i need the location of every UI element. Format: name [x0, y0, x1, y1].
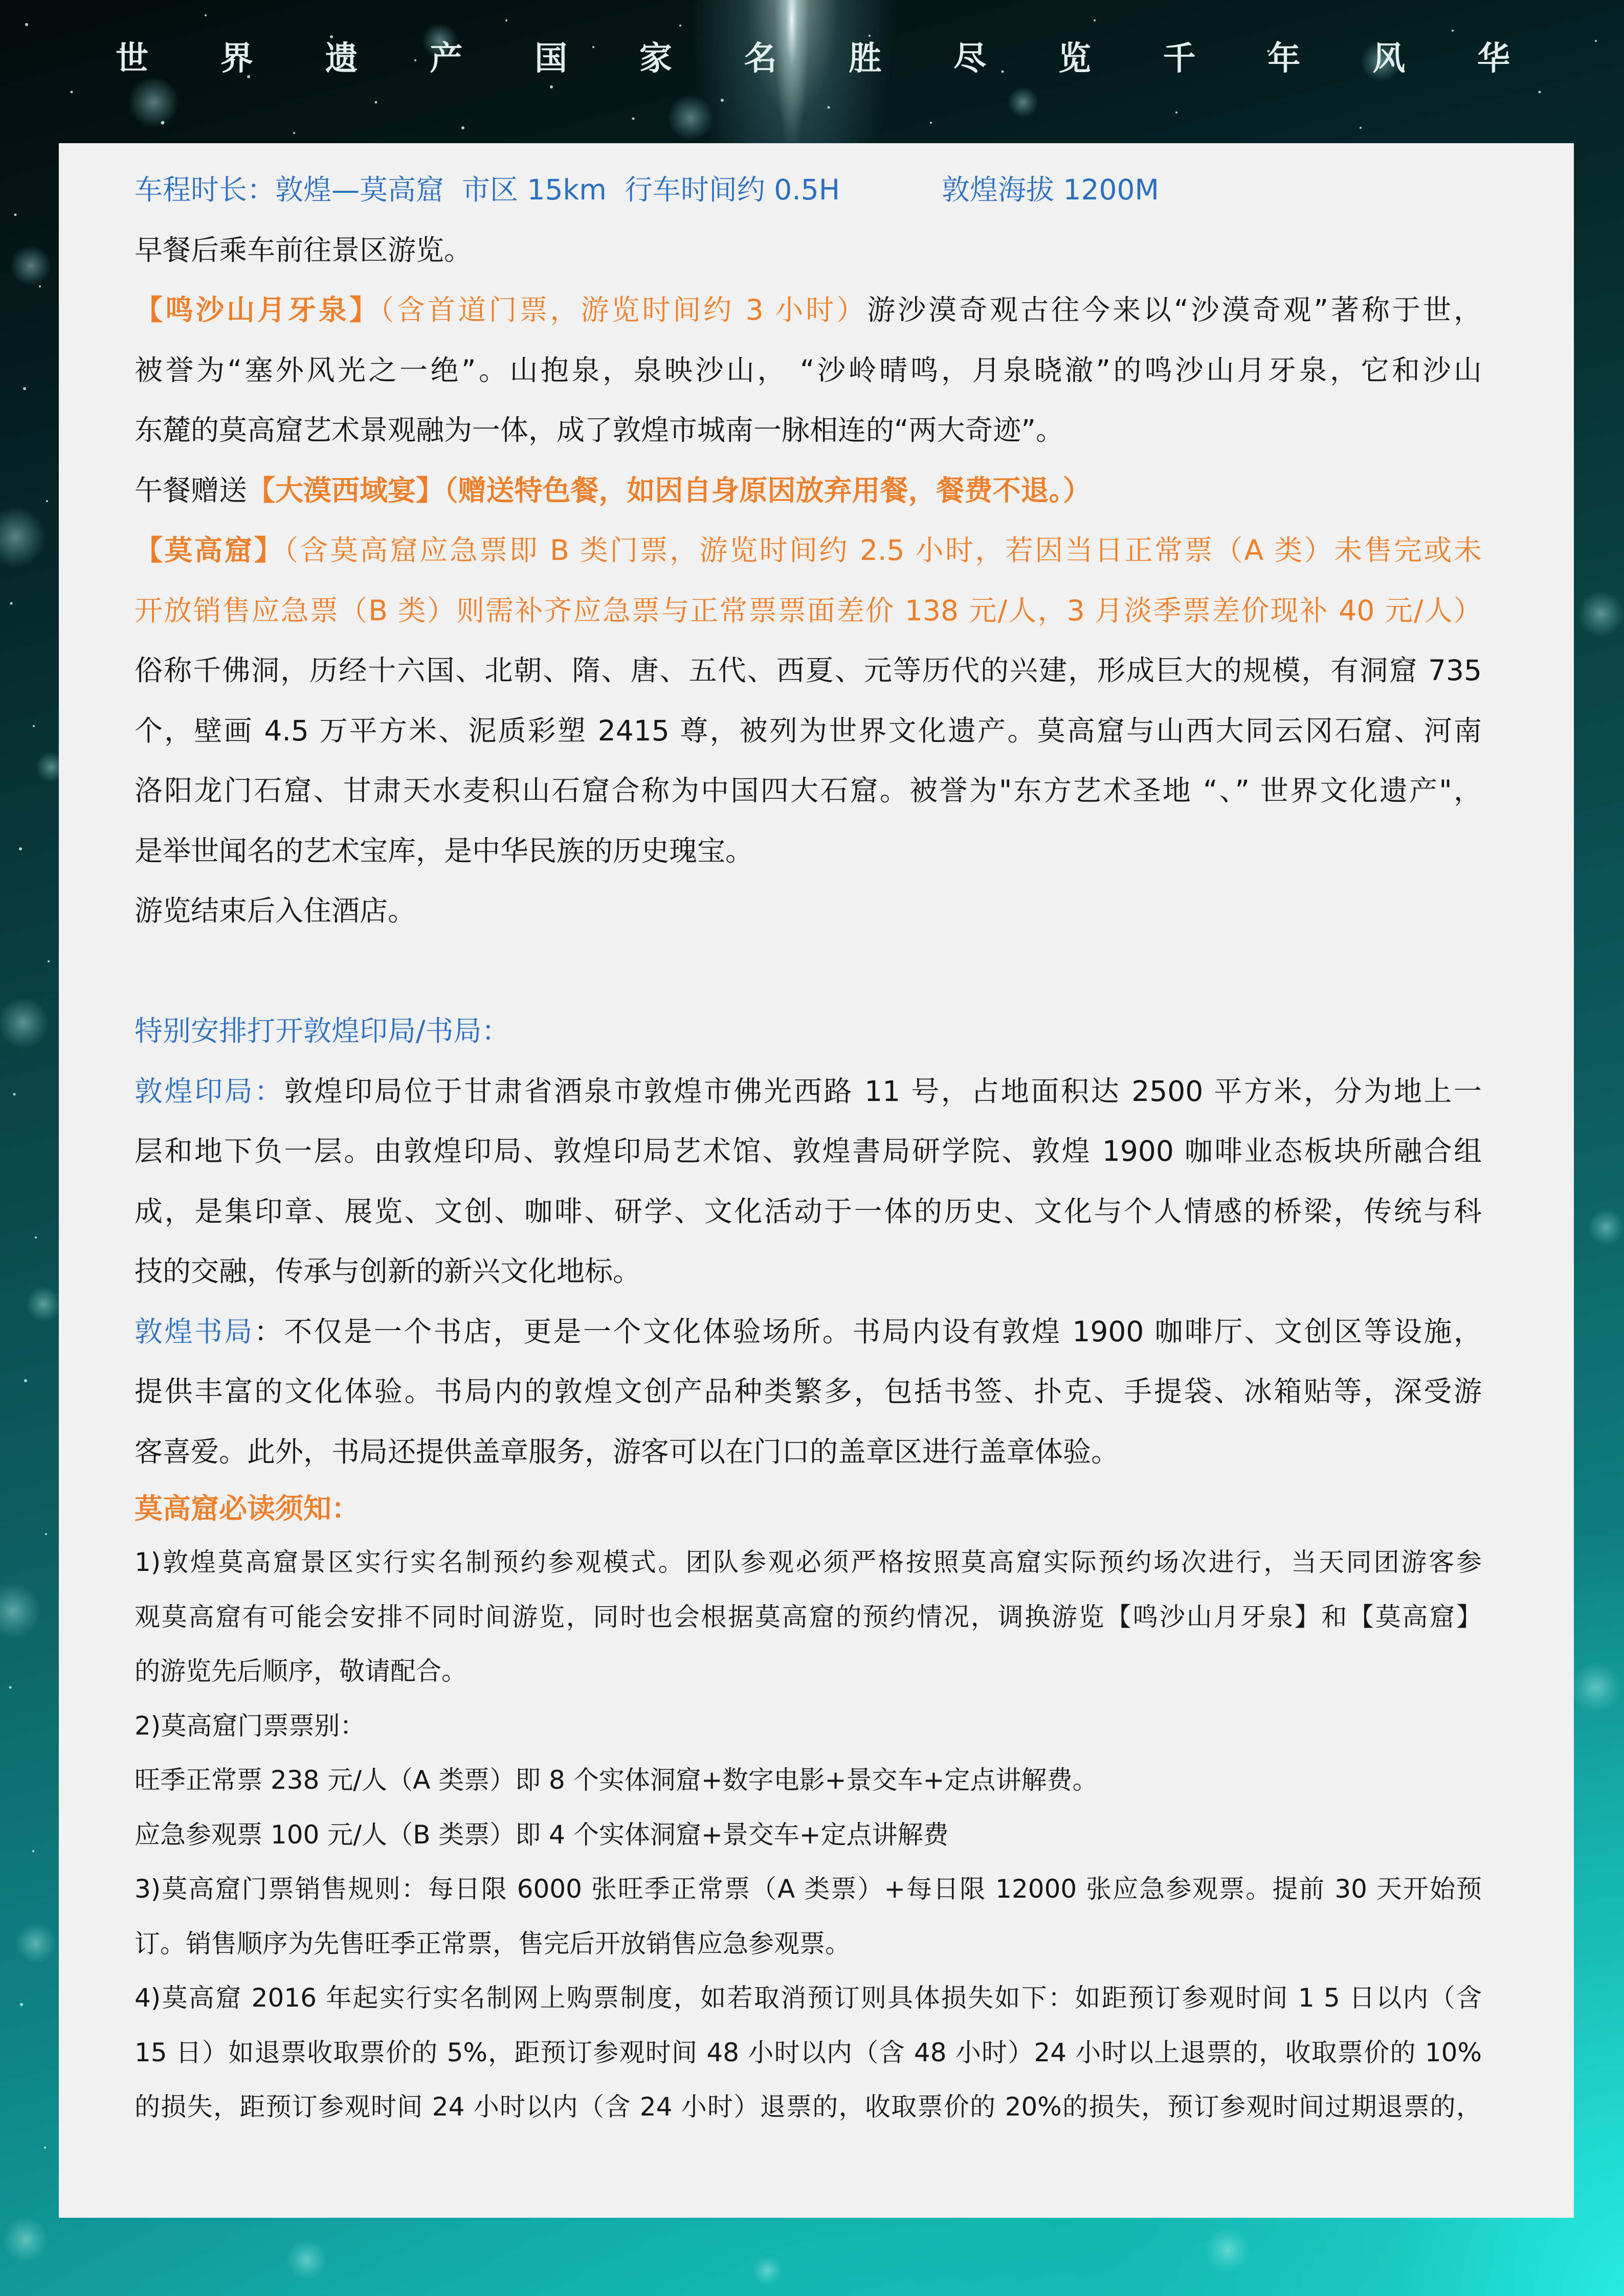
bokeh-dot	[752, 2255, 783, 2286]
notice-line: 应急参观票 100 元/人（B 类票）即 4 个实体洞窟+景交车+定点讲解费	[135, 1819, 949, 1850]
star-dot	[46, 500, 48, 502]
star-dot	[869, 35, 871, 37]
bokeh-dot	[0, 506, 46, 568]
bokeh-dot	[0, 997, 49, 1048]
notice-line: 3)莫高窟门票销售规则：每日限 6000 张旺季正常票（A 类票）+每日限 12000 张应急参观票。提前 30 天开始预	[135, 1874, 1482, 1904]
shuju-description: ：不仅是一个书店，更是一个文化体验场所。书局内设有敦煌 1900 咖啡厅、文创区等设施，	[254, 1315, 1482, 1348]
drive-info-line	[135, 160, 1482, 220]
slogan-char: 年	[1267, 39, 1301, 78]
slogan-char: 产	[430, 39, 463, 78]
yinju-line	[135, 1062, 1482, 1122]
star-dot	[679, 25, 681, 27]
mingsha-description-line: 东麓的莫高窟艺术景观融为一体，成了敦煌市城南一脉相连的“两大奇迹”。	[135, 414, 1064, 446]
bokeh-dot	[286, 2240, 327, 2281]
star-dot	[20, 2003, 23, 2006]
mogao-description-line: 是举世闻名的艺术宝库，是中华民族的历史瑰宝。	[135, 834, 754, 867]
star-dot	[25, 23, 28, 26]
bokeh-dot	[3, 2217, 49, 2263]
shuju-description-line: 提供丰富的文化体验。书局内的敦煌文创产品种类繁多，包括书签、扑克、手提袋、冰箱贴等，深受游	[135, 1375, 1482, 1408]
bokeh-dot	[1570, 1662, 1621, 1713]
star-dot	[10, 602, 13, 605]
star-dot	[35, 1236, 37, 1239]
notice-line: 订。销售顺序为先售旺季正常票，售完后开放销售应急参观票。	[135, 1928, 851, 1959]
star-dot	[505, 19, 507, 21]
star-dot	[1094, 19, 1096, 21]
bokeh-dot	[1588, 1209, 1624, 1245]
slogan-char: 遗	[325, 39, 358, 78]
slogan-char: 家	[639, 39, 672, 78]
star-dot	[930, 122, 932, 124]
blank-line	[135, 941, 1482, 1002]
yinju-description-line: 技的交融，传承与创新的新兴文化地标。	[135, 1255, 641, 1288]
star-dot	[550, 85, 553, 88]
slogan-char: 览	[1058, 39, 1091, 78]
star-dot	[1595, 40, 1597, 42]
bokeh-dot	[26, 1286, 61, 1322]
altitude-info: 敦煌海拔 1200M	[942, 173, 1159, 206]
breakfast-line: 早餐后乘车前往景区游览。	[135, 233, 473, 266]
slogan-char: 胜	[849, 39, 882, 78]
lunch-line	[135, 461, 1482, 521]
star-dot	[828, 106, 830, 109]
bokeh-dot	[1008, 87, 1038, 118]
slogan-char: 国	[535, 39, 568, 78]
bokeh-dot	[1578, 591, 1624, 637]
star-dot	[293, 132, 295, 134]
mogao-title-line	[135, 521, 1482, 581]
mingsha-description-line: 被誉为“塞外风光之一绝”。山抱泉，泉映沙山， “沙岭晴鸣，月泉晓澈”的鸣沙山月牙泉，它和沙山	[135, 353, 1482, 387]
star-dot	[375, 101, 377, 104]
mingsha-ticket-note: （含首道门票，游览时间约 3 小时）	[380, 294, 867, 326]
lunch-prefix: 午餐赠送	[135, 474, 248, 507]
drive-route: 车程时长：敦煌—莫高窟 市区 15km 行车时间约 0.5H	[135, 173, 840, 206]
itinerary-card	[59, 143, 1574, 2218]
mingsha-title-line	[135, 280, 1482, 341]
star-dot	[1360, 127, 1362, 129]
star-dot	[48, 960, 50, 962]
star-dot	[9, 1686, 12, 1689]
star-dot	[39, 285, 41, 287]
shuju-line	[135, 1302, 1482, 1362]
notice-heading: 莫高窟必读须知：	[135, 1492, 360, 1525]
star-dot	[32, 1850, 34, 1852]
star-dot	[461, 126, 464, 129]
mogao-description-line: 俗称千佛洞，历经十六国、北朝、隋、唐、五代、西夏、元等历代的兴建，形成巨大的规模，有洞窟 735	[135, 654, 1482, 687]
star-dot	[14, 214, 17, 216]
mogao-ticket-note: （含莫高窟应急票即 B 类门票，游览时间约 2.5 小时，若因当日正常票（A 类）未售完或未	[284, 534, 1482, 567]
slogan-char: 华	[1477, 39, 1510, 78]
bokeh-dot	[0, 1583, 41, 1639]
star-dot	[205, 14, 207, 16]
bokeh-dot	[128, 77, 179, 128]
star-dot	[23, 387, 26, 390]
bokeh-dot	[15, 1923, 56, 1964]
star-dot	[1452, 30, 1454, 32]
mogao-description-line: 个，壁画 4.5 万平方米、泥质彩塑 2415 尊，被列为世界文化遗产。莫高窟与山西大同云冈石窟、河南	[135, 714, 1482, 747]
star-dot	[1175, 111, 1177, 114]
slogan-char: 尽	[953, 39, 987, 78]
mogao-title: 【莫高窟】	[135, 534, 284, 567]
star-dot	[71, 91, 73, 94]
mingsha-description: 游沙漠奇观古往今来以“沙漠奇观”著称于世，	[867, 294, 1482, 326]
hotel-line: 游览结束后入住酒店。	[135, 894, 416, 927]
yinju-description-line: 层和地下负一层。由敦煌印局、敦煌印局艺术馆、敦煌書局研学院、敦煌 1900 咖啡业态板块所融合组	[135, 1135, 1482, 1167]
slogan-char: 名	[744, 39, 777, 78]
star-dot	[45, 1533, 47, 1535]
star-dot	[13, 1093, 16, 1096]
notice-heading-line	[135, 1482, 1482, 1535]
star-dot	[44, 2147, 46, 2149]
mogao-ticket-note-line: 开放销售应急票（B 类）则需补齐应急票与正常票票面差价 138 元/人，3 月淡季票差价现补 40 元/人）	[135, 594, 1482, 627]
slogan-char: 世	[116, 39, 148, 78]
notice-line: 1)敦煌莫高窟景区实行实名制预约参观模式。团队参观必须严格按照莫高窟实际预约场次进行，当天同团游客参	[135, 1547, 1482, 1577]
bokeh-dot	[10, 245, 51, 286]
notice-line: 的游览先后顺序，敬请配合。	[135, 1656, 467, 1686]
bokeh-dot	[668, 95, 714, 141]
mingsha-title: 【鸣沙山月牙泉】	[135, 294, 380, 326]
slogan-char: 界	[220, 39, 253, 78]
star-dot	[19, 847, 22, 850]
star-dot	[24, 1379, 27, 1382]
mogao-description-line: 洛阳龙门石窟、甘肃天水麦积山石窟合称为中国四大石窟。被誉为"东方艺术圣地 “、” 世界文化遗产"，	[135, 774, 1482, 807]
notice-line: 的损失，距预订参观时间 24 小时以内（含 24 小时）退票的，收取票价的 20%的损失，预订参观时间过期退票的，	[135, 2092, 1482, 2122]
yinju-label: 敦煌印局：	[135, 1074, 284, 1108]
star-dot	[632, 118, 635, 120]
notice-line: 观莫高窟有可能会安排不同时间游览，同时也会根据莫高窟的预约情况，调换游览【鸣沙山月牙泉】和【莫高窟】	[135, 1602, 1482, 1632]
star-dot	[1539, 91, 1541, 94]
header-slogan	[114, 38, 1511, 79]
slogan-char: 千	[1163, 39, 1196, 78]
slogan-char: 风	[1372, 39, 1406, 78]
notice-line: 15 日）如退票收取票价的 5%，距预订参观时间 48 小时以内（含 48 小时）24 小时以上退票的，收取票价的 10%	[135, 2037, 1482, 2067]
star-dot	[721, 99, 724, 102]
notice-line: 4)莫高窟 2016 年起实行实名制网上购票制度，如若取消预订则具体损失如下：如距预订参观时间 1 5 日以内（含	[135, 1983, 1482, 2013]
bokeh-dot	[1205, 2227, 1251, 2273]
yinju-description-line: 成，是集印章、展览、文创、咖啡、研学、文化活动于一体的历史、文化与个人情感的桥梁，传统与科	[135, 1195, 1482, 1228]
notice-line: 2)莫高窟门票票别：	[135, 1710, 366, 1741]
notice-line: 旺季正常票 238 元/人（A 类票）即 8 个实体洞窟+数字电影+景交车+定点讲解费。	[135, 1765, 1098, 1795]
yinju-description: 敦煌印局位于甘肃省酒泉市敦煌市佛光西路 11 号，占地面积达 2500 平方米，分为地上一	[284, 1074, 1482, 1108]
lunch-meal: 【大漠西域宴】（赠送特色餐，如因自身原因放弃用餐，餐费不退。）	[247, 474, 1092, 507]
star-dot	[33, 725, 35, 727]
shuju-description-line: 客喜爱。此外，书局还提供盖章服务，游客可以在门口的盖章区进行盖章体验。	[135, 1435, 1120, 1468]
shuju-label: 敦煌书局	[135, 1315, 254, 1348]
special-arrangement-heading: 特别安排打开敦煌印局/书局：	[135, 1015, 510, 1047]
star-dot	[161, 121, 165, 125]
